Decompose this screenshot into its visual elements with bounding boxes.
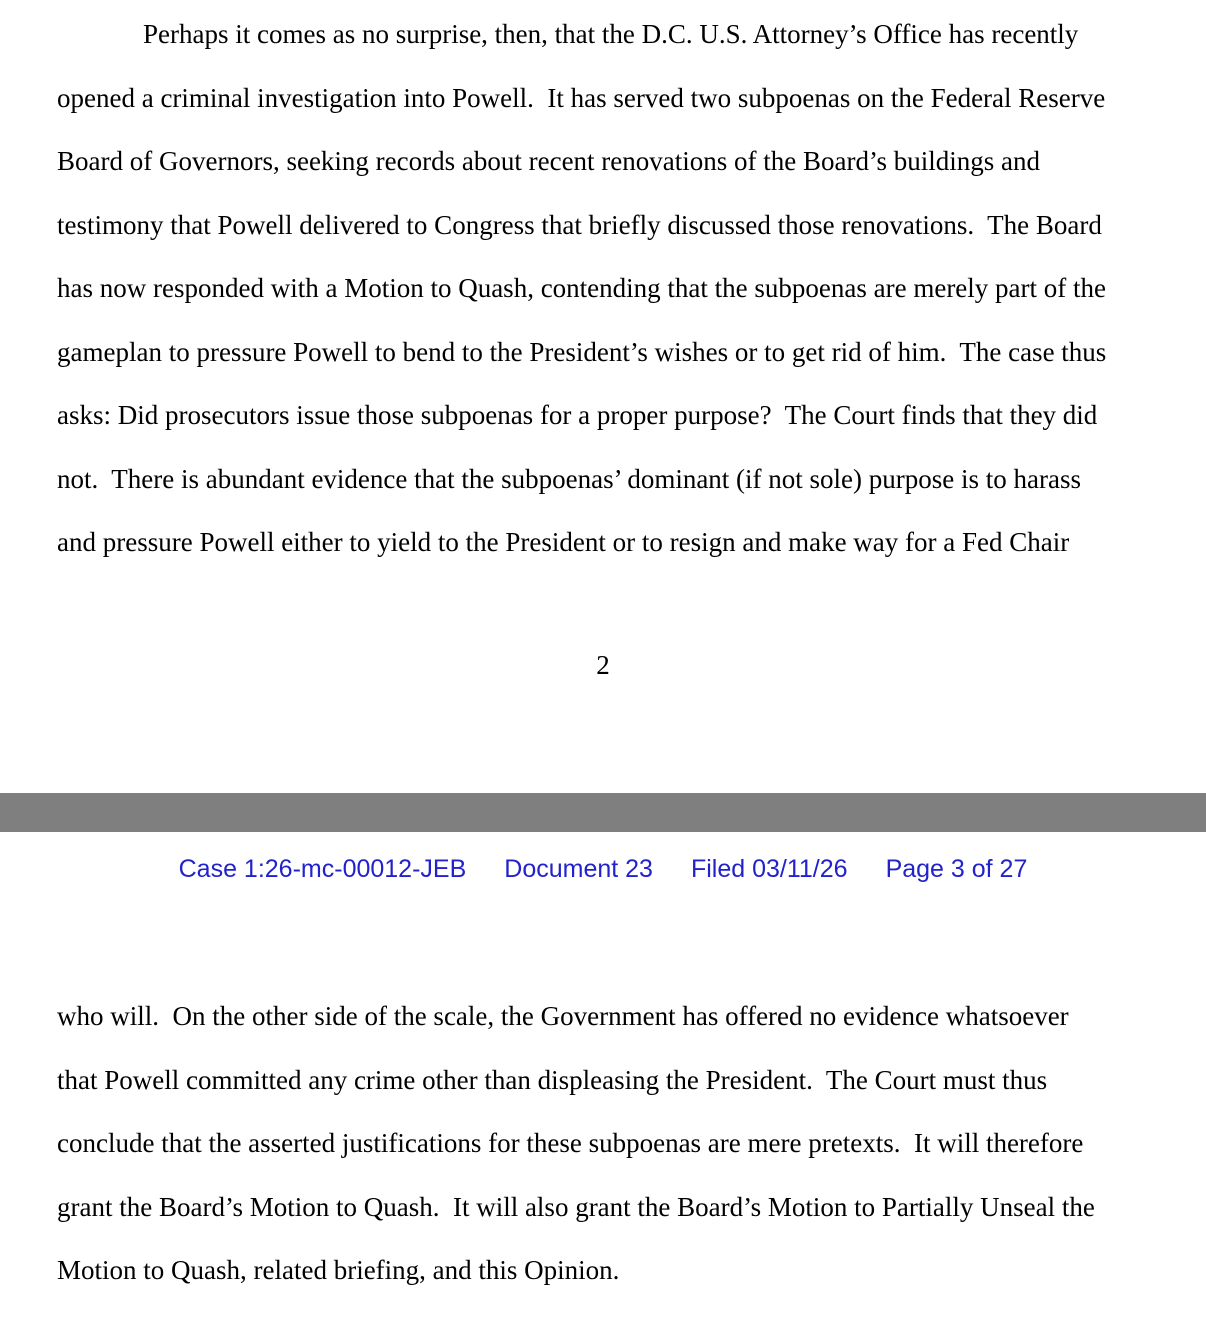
- text-line: Perhaps it comes as no surprise, then, that the D.C. U.S. Attorney’s Office has recently: [143, 19, 1079, 49]
- text-line: conclude that the asserted justifications for these subpoenas are mere pretexts. It will therefore: [57, 1128, 1084, 1158]
- text-line: Board of Governors, seeking records about recent renovations of the Board’s buildings and: [57, 146, 1040, 176]
- text-line: asks: Did prosecutors issue those subpoenas for a proper purpose? The Court finds that they did: [57, 400, 1098, 430]
- text-line: testimony that Powell delivered to Congress that briefly discussed those renovations. The Board: [57, 209, 1102, 240]
- text-line: Motion to Quash, related briefing, and this Opinion.: [57, 1255, 620, 1285]
- case-filing-stamp: [0, 853, 1206, 885]
- text-line: grant the Board’s Motion to Quash. It will also grant the Board’s Motion to Partially Unseal the: [57, 1191, 1095, 1222]
- text-line: gameplan to pressure Powell to bend to the President’s wishes or to get rid of him. The case thus: [57, 336, 1107, 367]
- text-line: who will. On the other side of the scale, the Government has offered no evidence whatsoever: [57, 1001, 1069, 1031]
- text-line: that Powell committed any crime other than displeasing the President. The Court must thus: [57, 1064, 1048, 1095]
- stamp-case-number: Case 1:26-mc-00012-JEB: [178, 855, 467, 883]
- page-separator-bar: [0, 793, 1206, 832]
- text-line: and pressure Powell either to yield to the President or to resign and make way for a Fed Chair: [57, 527, 1070, 557]
- text-line: opened a criminal investigation into Powell. It has served two subpoenas on the Federal Reserve: [57, 82, 1106, 113]
- page-number: 2: [596, 650, 610, 680]
- stamp-page-indicator: Page 3 of 27: [885, 855, 1028, 883]
- page-2-paragraph: [57, 3, 1106, 575]
- stamp-document-number: Document 23: [504, 855, 653, 883]
- stamp-filed-date: Filed 03/11/26: [690, 855, 848, 883]
- page-3-paragraph: [57, 985, 1095, 1303]
- text-line: not. There is abundant evidence that the subpoenas’ dominant (if not sole) purpose is to harass: [57, 463, 1081, 494]
- text-line: has now responded with a Motion to Quash, contending that the subpoenas are merely part of the: [57, 273, 1106, 303]
